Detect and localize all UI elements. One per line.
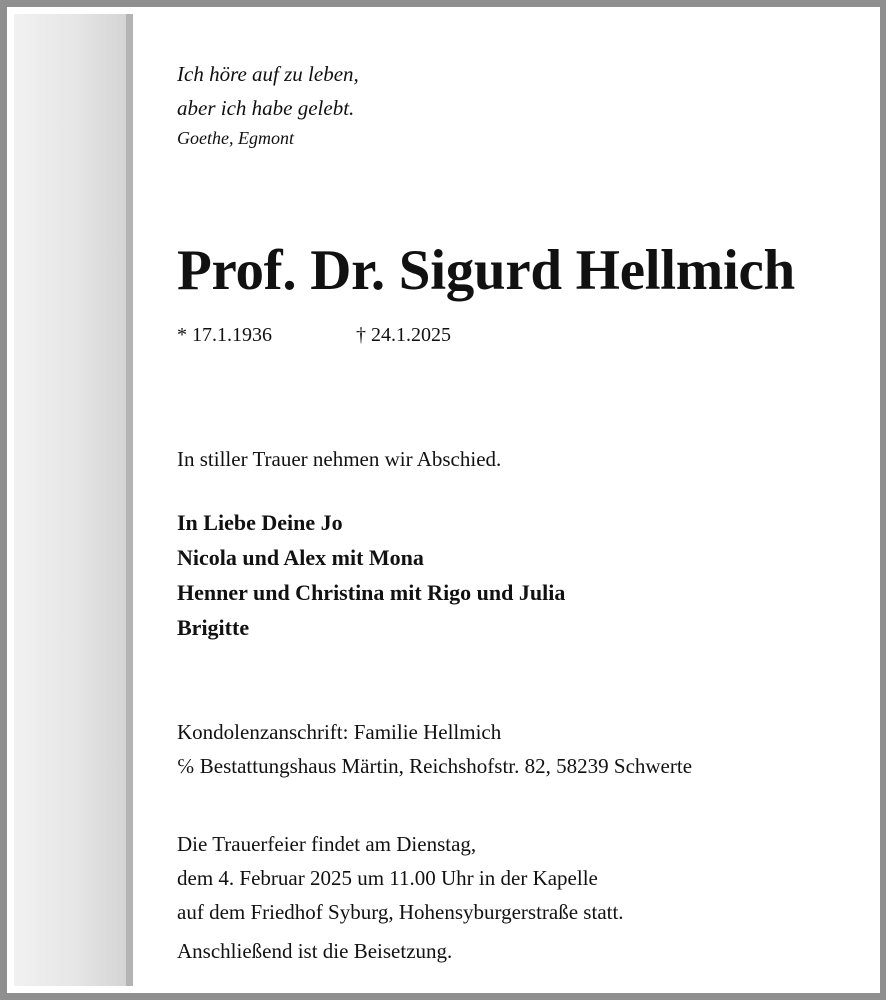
condolence-address-line-2: ℅ Bestattungshaus Märtin, Reichshofstr. 82, 58239 Schwerte: [177, 754, 693, 778]
ceremony-line-4: Anschließend ist die Beisetzung.: [177, 939, 453, 963]
page-spine-shadow: [14, 14, 126, 986]
condolence-address-line-1: Kondolenzanschrift: Familie Hellmich: [177, 720, 502, 744]
death-date: † 24.1.2025: [356, 324, 451, 346]
farewell-intro: In stiller Trauer nehmen wir Abschied.: [177, 447, 502, 471]
spine-edge: [126, 14, 133, 986]
ceremony-line-2: dem 4. Februar 2025 um 11.00 Uhr in der Kapelle: [177, 866, 598, 890]
mourner-line: Henner und Christina mit Rigo und Julia: [177, 580, 566, 605]
deceased-name: Prof. Dr. Sigurd Hellmich: [177, 239, 795, 302]
quote-source: Goethe, Egmont: [177, 128, 294, 148]
birth-date: * 17.1.1936: [177, 324, 272, 346]
mourner-line: Nicola und Alex mit Mona: [177, 545, 424, 570]
ceremony-line-1: Die Trauerfeier findet am Dienstag,: [177, 832, 477, 856]
quote-line-1: Ich höre auf zu leben,: [177, 62, 359, 86]
ceremony-line-3: auf dem Friedhof Syburg, Hohensyburgerstraße statt.: [177, 900, 624, 924]
quote-line-2: aber ich habe gelebt.: [177, 96, 355, 120]
mourner-line: In Liebe Deine Jo: [177, 510, 343, 535]
mourner-line: Brigitte: [177, 615, 250, 640]
